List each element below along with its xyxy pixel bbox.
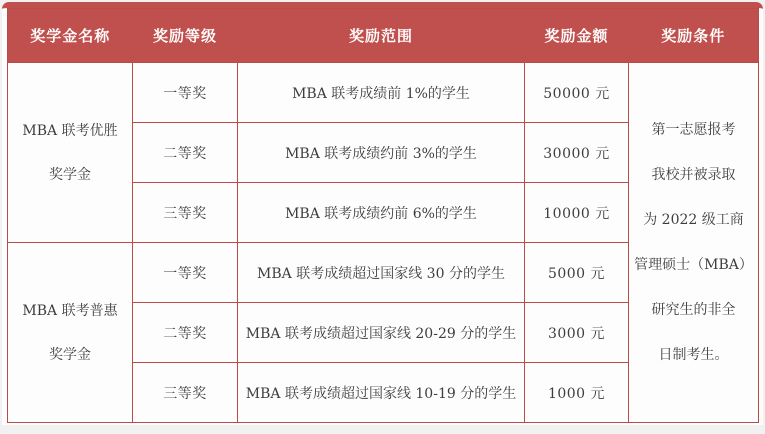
column-header-award-amount: 奖励金额	[525, 9, 629, 63]
level-cell: 三等奖	[133, 183, 238, 243]
scholarship-name-line: MBA 联考优胜	[22, 122, 118, 139]
column-header-award-condition: 奖励条件	[629, 9, 759, 63]
level-cell: 一等奖	[133, 63, 238, 123]
amount-cell: 5000 元	[525, 243, 629, 303]
scholarship-table	[7, 8, 759, 423]
scholarship-name-cell	[8, 63, 133, 243]
condition-cell	[629, 63, 759, 423]
scope-cell: MBA 联考成绩约前 3%的学生	[238, 123, 525, 183]
amount-cell: 10000 元	[525, 183, 629, 243]
scholarship-panel	[2, 2, 763, 425]
level-cell: 二等奖	[133, 123, 238, 183]
header-row	[8, 9, 759, 63]
scope-cell: MBA 联考成绩超过国家线 30 分的学生	[238, 243, 525, 303]
condition-line: 我校并被录取	[651, 166, 736, 183]
scope-cell: MBA 联考成绩超过国家线 20-29 分的学生	[238, 303, 525, 363]
scholarship-name-line: MBA 联考普惠	[22, 302, 118, 319]
condition-line: 日制考生。	[658, 346, 729, 363]
amount-cell: 50000 元	[525, 63, 629, 123]
amount-cell: 3000 元	[525, 303, 629, 363]
amount-cell: 1000 元	[525, 363, 629, 423]
scope-cell: MBA 联考成绩约前 6%的学生	[238, 183, 525, 243]
level-cell: 二等奖	[133, 303, 238, 363]
condition-line: 第一志愿报考	[651, 121, 736, 138]
column-header-scholarship-name: 奖学金名称	[8, 9, 133, 63]
scholarship-name-line: 奖学金	[49, 166, 91, 183]
column-header-award-scope: 奖励范围	[238, 9, 525, 63]
level-cell: 一等奖	[133, 243, 238, 303]
column-header-award-level: 奖励等级	[133, 9, 238, 63]
condition-line: 为 2022 级工商	[643, 211, 744, 228]
condition-line: 研究生的非全	[651, 301, 736, 318]
level-cell: 三等奖	[133, 363, 238, 423]
scope-cell: MBA 联考成绩超过国家线 10-19 分的学生	[238, 363, 525, 423]
scholarship-name-line: 奖学金	[49, 346, 91, 363]
amount-cell: 30000 元	[525, 123, 629, 183]
table-row	[8, 63, 759, 123]
scholarship-name-cell	[8, 243, 133, 423]
condition-line: 管理硕士（MBA）	[634, 256, 753, 273]
scope-cell: MBA 联考成绩前 1%的学生	[238, 63, 525, 123]
